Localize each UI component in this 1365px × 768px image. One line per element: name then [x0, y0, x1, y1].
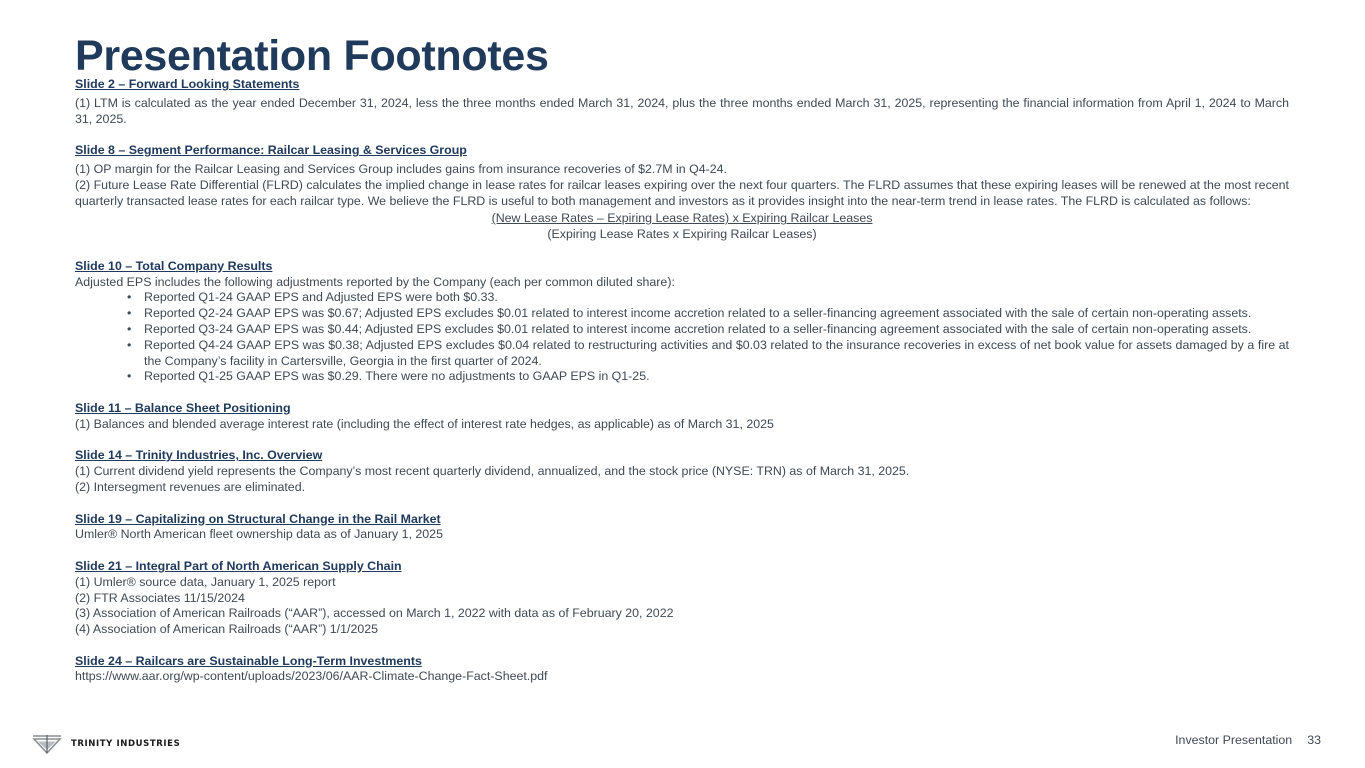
- footnote-text: (1) Umler® source data, January 1, 2025 report: [75, 574, 336, 589]
- footnote-text: (2) Intersegment revenues are eliminated.: [75, 479, 306, 494]
- formula-denominator: (Expiring Lease Rates x Expiring Railcar Leases): [547, 227, 817, 242]
- section-heading: Slide 19 – Capitalizing on Structural Change in the Rail Market: [75, 511, 441, 526]
- list-item: • Reported Q1-25 GAAP EPS was $0.29. There were no adjustments to GAAP EPS in Q1-25.: [127, 369, 1289, 385]
- footnotes-content: [75, 77, 1289, 685]
- list-item: • Reported Q2-24 GAAP EPS was $0.67; Adjusted EPS excludes $0.01 related to interest income accretion related to a seller-financing agreement associated with the sale of certain non-operating assets.: [127, 306, 1289, 322]
- section-slide-19: [75, 512, 1289, 544]
- section-heading: Slide 21 – Integral Part of North American Supply Chain: [75, 558, 402, 573]
- footnote-text: (1) OP margin for the Railcar Leasing and Services Group includes gains from insurance recoveries of $2.7M in Q4-24.: [75, 161, 727, 176]
- footnote-text: (2) FTR Associates 11/15/2024: [75, 590, 245, 605]
- trinity-logo-icon: [32, 733, 62, 755]
- aar-source-url: https://www.aar.org/wp-content/uploads/2023/06/AAR-Climate-Change-Fact-Sheet.pdf: [75, 669, 548, 684]
- footnote-text: (1) Balances and blended average interest rate (including the effect of interest rate hedges, as applicable) as of March 31, 2025: [75, 416, 774, 431]
- footer: [1175, 732, 1321, 748]
- section-heading: Slide 10 – Total Company Results: [75, 258, 273, 273]
- section-heading: Slide 8 – Segment Performance: Railcar Leasing & Services Group: [75, 143, 467, 158]
- section-slide-11: [75, 401, 1289, 433]
- section-slide-24: [75, 654, 1289, 686]
- section-heading: Slide 2 – Forward Looking Statements: [75, 77, 300, 91]
- footnote-text: (2) Future Lease Rate Differential (FLRD) calculates the implied change in lease rates for railcar leases expiring over the next four quarters. The FLRD assumes that these expiring leases will be renewed at the most recent quarterly transacted lease rates for each railcar type. We believe the FLRD is useful to both management and investors as it provides insight into the near-term trend in lease rates. The FLRD is calculated as follows:: [75, 177, 1289, 208]
- footnote-text: (4) Association of American Railroads (“AAR”) 1/1/2025: [75, 622, 379, 637]
- page-title: Presentation Footnotes: [75, 32, 549, 80]
- section-heading: Slide 24 – Railcars are Sustainable Long-Term Investments: [75, 653, 422, 668]
- section-slide-21: [75, 559, 1289, 638]
- section-heading: Slide 14 – Trinity Industries, Inc. Overview: [75, 448, 323, 463]
- logo-text: TRINITY INDUSTRIES: [71, 739, 181, 749]
- list-item: • Reported Q1-24 GAAP EPS and Adjusted EPS were both $0.33.: [127, 290, 1289, 306]
- eps-adjustments-list: [75, 290, 1289, 385]
- list-item: • Reported Q3-24 GAAP EPS was $0.44; Adjusted EPS excludes $0.01 related to interest income accretion related to a seller-financing agreement associated with the sale of certain non-operating assets.: [127, 322, 1289, 338]
- formula-numerator: (New Lease Rates – Expiring Lease Rates) x Expiring Railcar Leases: [491, 211, 873, 226]
- footnote-text: Adjusted EPS includes the following adjustments reported by the Company (each per common diluted share):: [75, 274, 675, 289]
- footnote-text: (3) Association of American Railroads (“AAR”), accessed on March 1, 2022 with data as of February 20, 2022: [75, 606, 674, 621]
- footnote-text: (1) Current dividend yield represents the Company’s most recent quarterly dividend, annualized, and the stock price (NYSE: TRN) as of March 31, 2025.: [75, 464, 910, 479]
- section-slide-10: [75, 259, 1289, 385]
- section-slide-2: [75, 77, 1289, 127]
- footnote-text: (1) LTM is calculated as the year ended December 31, 2024, less the three months ended March 31, 2024, plus the three months ended March 31, 2025, representing the financial information from April 1, 2024 to March 31, 2025.: [75, 95, 1289, 126]
- section-slide-8: [75, 143, 1289, 243]
- section-heading: Slide 11 – Balance Sheet Positioning: [75, 400, 291, 415]
- footnote-text: Umler® North American fleet ownership data as of January 1, 2025: [75, 527, 443, 542]
- list-item: • Reported Q4-24 GAAP EPS was $0.38; Adjusted EPS excludes $0.04 related to restructuring activities and $0.03 related to the insurance recoveries in excess of net book value for assets damaged by a fire at the Company’s facility in Cartersville, Georgia in the first quarter of 2024.: [127, 338, 1289, 370]
- page-number: 33: [1307, 733, 1321, 747]
- section-slide-14: [75, 448, 1289, 495]
- flrd-formula: [75, 211, 1289, 243]
- trinity-logo: [32, 732, 180, 756]
- footer-label: Investor Presentation: [1175, 733, 1293, 747]
